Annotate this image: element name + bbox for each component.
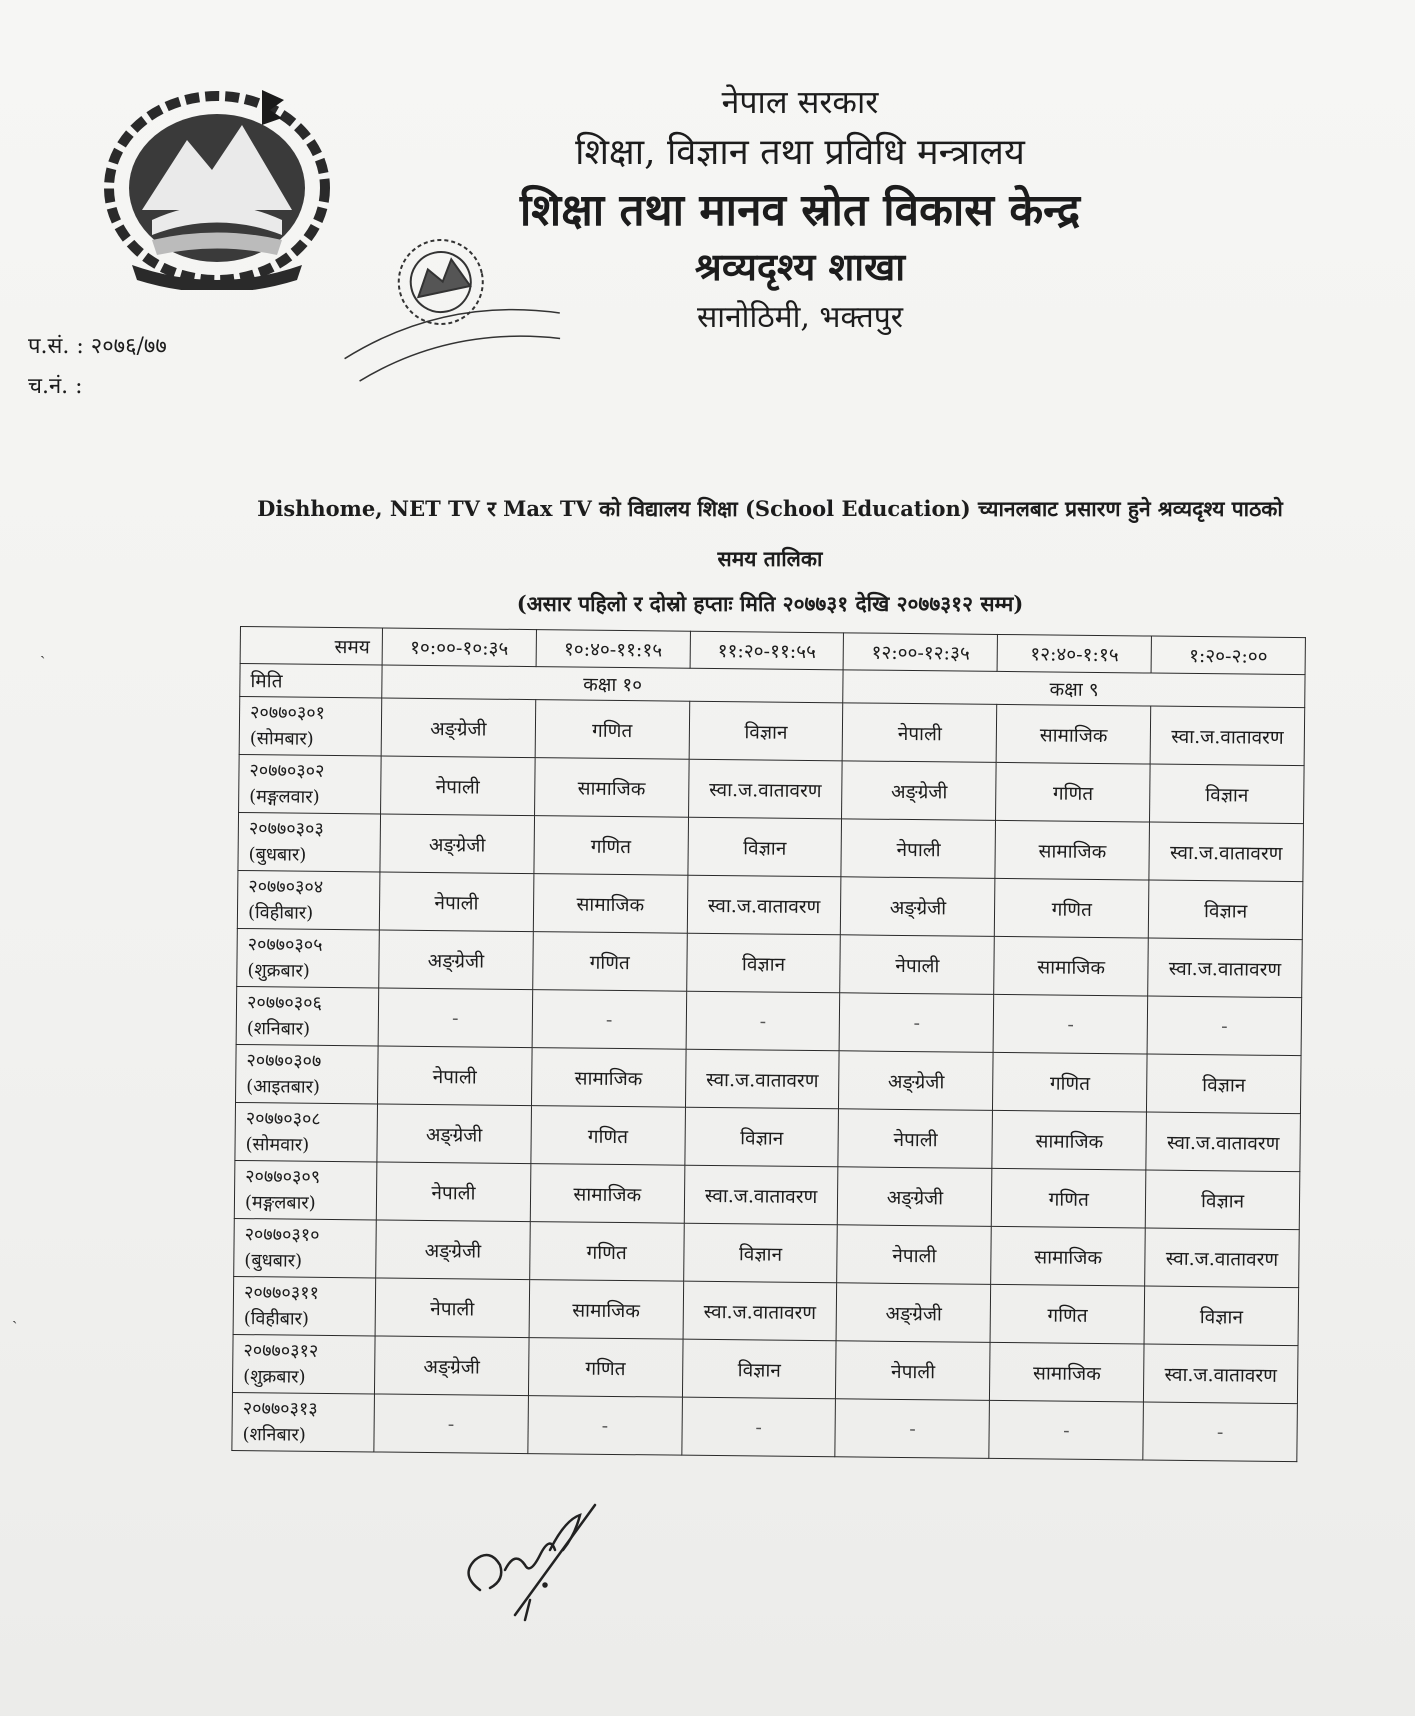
subject-cell: नेपाली <box>378 1046 532 1106</box>
date-cell <box>239 754 382 813</box>
time-slot: १०:००-१०:३५ <box>382 628 536 667</box>
subject-cell: विज्ञान <box>1147 1054 1301 1114</box>
subject-cell: अङ्ग्रेजी <box>380 814 534 874</box>
subject-cell: अङ्ग्रेजी <box>377 1104 531 1164</box>
date-value: २०७७०३१३ <box>242 1397 318 1420</box>
date-cell <box>238 812 381 871</box>
subject-cell: गणित <box>993 1052 1147 1112</box>
subject-cell: गणित <box>530 1222 684 1282</box>
class-9-label: कक्षा ९ <box>843 670 1305 708</box>
day-name: (शनिबार) <box>246 1017 311 1040</box>
schedule-row <box>232 1392 1298 1461</box>
subject-cell: सामाजिक <box>992 1110 1146 1170</box>
date-value: २०७७०३०८ <box>245 1107 321 1130</box>
subject-cell: - <box>840 993 994 1053</box>
subject-cell: अङ्ग्रेजी <box>842 761 996 821</box>
subject-cell: नेपाली <box>379 872 533 932</box>
subject-cell: नेपाली <box>838 1109 992 1169</box>
time-slot: १:२०-२:०० <box>1151 636 1305 675</box>
class-10-label: कक्षा १० <box>382 665 844 703</box>
subject-cell: गणित <box>990 1284 1144 1344</box>
time-slot: १२:४०-१:१५ <box>997 634 1151 673</box>
subject-cell: सामाजिक <box>530 1164 684 1224</box>
date-label: मिति <box>240 664 382 698</box>
day-name: (बुधबार) <box>248 843 307 866</box>
subject-cell: अङ्ग्रेजी <box>376 1220 530 1280</box>
subject-cell: विज्ञान <box>685 1107 839 1167</box>
subject-cell: सामाजिक <box>990 1342 1144 1402</box>
signature <box>455 1490 635 1630</box>
subject-cell: सामाजिक <box>529 1280 683 1340</box>
subject-cell: - <box>374 1394 528 1454</box>
schedule-subtitle: समय तालिका <box>717 546 823 571</box>
day-name: (मङ्गलवार) <box>249 785 320 808</box>
govt-name: नेपाल सरकार <box>721 83 879 121</box>
address: सानोठिमी, भक्तपुर <box>696 300 904 335</box>
subject-cell: स्वा.ज.वातावरण <box>688 759 842 819</box>
subject-cell: स्वा.ज.वातावरण <box>683 1281 837 1341</box>
subject-cell: - <box>989 1400 1143 1460</box>
subject-cell: अङ्ग्रेजी <box>839 1051 993 1111</box>
subject-cell: स्वा.ज.वातावरण <box>1146 1112 1300 1172</box>
subject-cell: नेपाली <box>376 1162 530 1222</box>
subject-cell: सामाजिक <box>994 936 1148 996</box>
date-value: २०७७०३०४ <box>248 875 324 898</box>
subject-cell: विज्ञान <box>1144 1286 1298 1346</box>
date-cell <box>233 1276 376 1335</box>
subject-cell: नेपाली <box>843 703 997 763</box>
day-name: (शुक्रबार) <box>247 959 310 982</box>
day-name: (सोमवार) <box>245 1133 310 1156</box>
date-cell <box>236 986 379 1045</box>
date-value: २०७७०३०९ <box>245 1165 321 1188</box>
date-cell <box>237 928 380 987</box>
date-value: २०७७०३०५ <box>247 933 323 956</box>
date-cell <box>232 1392 375 1451</box>
date-value: २०७७०३०३ <box>248 817 324 840</box>
subject-cell: नेपाली <box>836 1341 990 1401</box>
subject-cell: - <box>1143 1402 1297 1462</box>
subject-cell: स्वा.ज.वातावरण <box>1149 822 1303 882</box>
subject-cell: - <box>686 991 840 1051</box>
scan-mark: ˏ <box>40 640 46 659</box>
subject-cell: विज्ञान <box>682 1339 836 1399</box>
subject-cell: - <box>378 988 532 1048</box>
subject-cell: नेपाली <box>841 819 995 879</box>
subject-cell: - <box>532 990 686 1050</box>
subject-cell: अङ्ग्रेजी <box>381 698 535 758</box>
schedule-title: Dishhome, NET TV र Max TV को विद्यालय शिक्षा (School Education) च्यानलबाट प्रसारण हुने श्रव्यदृश्य पाठको <box>257 496 1283 521</box>
day-name: (मङ्गलबार) <box>244 1191 316 1214</box>
subject-cell: अङ्ग्रेजी <box>379 930 533 990</box>
subject-cell: विज्ञान <box>689 701 843 761</box>
reference-number: प.सं. : २०७६/७७ <box>28 334 167 359</box>
subject-cell: गणित <box>528 1338 682 1398</box>
date-value: २०७७०३०१ <box>249 701 326 724</box>
subject-cell: विज्ञान <box>688 817 842 877</box>
subject-cell: गणित <box>535 700 689 760</box>
subject-cell: विज्ञान <box>686 933 840 993</box>
subject-cell: अङ्ग्रेजी <box>837 1283 991 1343</box>
section-name: श्रव्यदृश्य शाखा <box>694 244 906 289</box>
subject-cell: - <box>835 1399 989 1459</box>
nepal-emblem-icon <box>92 70 342 290</box>
subject-cell: - <box>528 1396 682 1456</box>
subject-cell: नेपाली <box>375 1278 529 1338</box>
day-name: (विहीबार) <box>243 1307 310 1330</box>
day-name: (शनिबार) <box>242 1423 306 1446</box>
subject-cell: सामाजिक <box>996 704 1150 764</box>
subject-cell: गणित <box>996 762 1150 822</box>
day-name: (विहीबार) <box>247 901 314 924</box>
time-label: समय <box>240 627 382 665</box>
subject-cell: स्वा.ज.वातावरण <box>684 1165 838 1225</box>
schedule-date-range: (असार पहिलो र दोस्रो हप्ताः मिति २०७७३१ देखि २०७७३१२ सम्म) <box>516 591 1024 616</box>
date-value: २०७७०३१२ <box>243 1339 319 1362</box>
subject-cell: स्वा.ज.वातावरण <box>1150 706 1304 766</box>
date-cell <box>235 1102 378 1161</box>
date-cell <box>232 1334 375 1393</box>
date-value: २०७७०३०२ <box>249 759 325 782</box>
date-value: २०७७०३१० <box>244 1223 320 1246</box>
date-value: २०७७०३०७ <box>246 1049 322 1072</box>
subject-cell: स्वा.ज.वातावरण <box>1145 1228 1299 1288</box>
subject-cell: - <box>1147 996 1301 1056</box>
time-slot: ११:२०-११:५५ <box>690 631 844 670</box>
day-name: (शुक्रबार) <box>243 1365 306 1388</box>
date-cell <box>234 1218 377 1277</box>
dispatch-number: च.नं. : <box>28 374 83 399</box>
subject-cell: विज्ञान <box>683 1223 837 1283</box>
subject-cell: गणित <box>533 932 687 992</box>
time-slot: १२:००-१२:३५ <box>844 633 998 672</box>
subject-cell: स्वा.ज.वातावरण <box>685 1049 839 1109</box>
subject-cell: गणित <box>534 816 688 876</box>
subject-cell: सामाजिक <box>995 820 1149 880</box>
subject-cell: स्वा.ज.वातावरण <box>1144 1344 1298 1404</box>
day-name: (बुधबार) <box>244 1249 303 1272</box>
subject-cell: गणित <box>531 1106 685 1166</box>
subject-cell: विज्ञान <box>1145 1170 1299 1230</box>
date-cell <box>236 1044 379 1103</box>
subject-cell: सामाजिक <box>991 1226 1145 1286</box>
subject-cell: सामाजिक <box>534 758 688 818</box>
subject-cell: सामाजिक <box>531 1048 685 1108</box>
day-name: (सोमबार) <box>249 727 314 750</box>
subject-cell: अङ्ग्रेजी <box>841 877 995 937</box>
timetable <box>231 626 1306 1462</box>
subject-cell: अङ्ग्रेजी <box>838 1167 992 1227</box>
subject-cell: - <box>681 1397 835 1457</box>
subject-cell: अङ्ग्रेजी <box>374 1336 528 1396</box>
date-cell <box>239 697 382 756</box>
centre-name: शिक्षा तथा मानव स्रोत विकास केन्द्र <box>519 185 1081 236</box>
subject-cell: सामाजिक <box>533 874 687 934</box>
scan-mark: ˏ <box>12 1305 18 1324</box>
date-cell <box>234 1160 377 1219</box>
time-slot: १०:४०-११:१५ <box>536 630 690 669</box>
subject-cell: नेपाली <box>837 1225 991 1285</box>
subject-cell: - <box>993 994 1147 1054</box>
subject-cell: नेपाली <box>840 935 994 995</box>
subject-cell: स्वा.ज.वातावरण <box>687 875 841 935</box>
subject-cell: विज्ञान <box>1148 880 1302 940</box>
date-cell <box>237 870 380 929</box>
date-value: २०७७०३११ <box>243 1281 320 1304</box>
date-value: २०७७०३०६ <box>246 991 323 1014</box>
subject-cell: विज्ञान <box>1150 764 1304 824</box>
subject-cell: स्वा.ज.वातावरण <box>1148 938 1302 998</box>
subject-cell: गणित <box>995 878 1149 938</box>
subject-cell: नेपाली <box>381 756 535 816</box>
day-name: (आइतबार) <box>246 1075 321 1098</box>
ministry-name: शिक्षा, विज्ञान तथा प्रविधि मन्त्रालय <box>575 132 1025 173</box>
subject-cell: गणित <box>992 1168 1146 1228</box>
